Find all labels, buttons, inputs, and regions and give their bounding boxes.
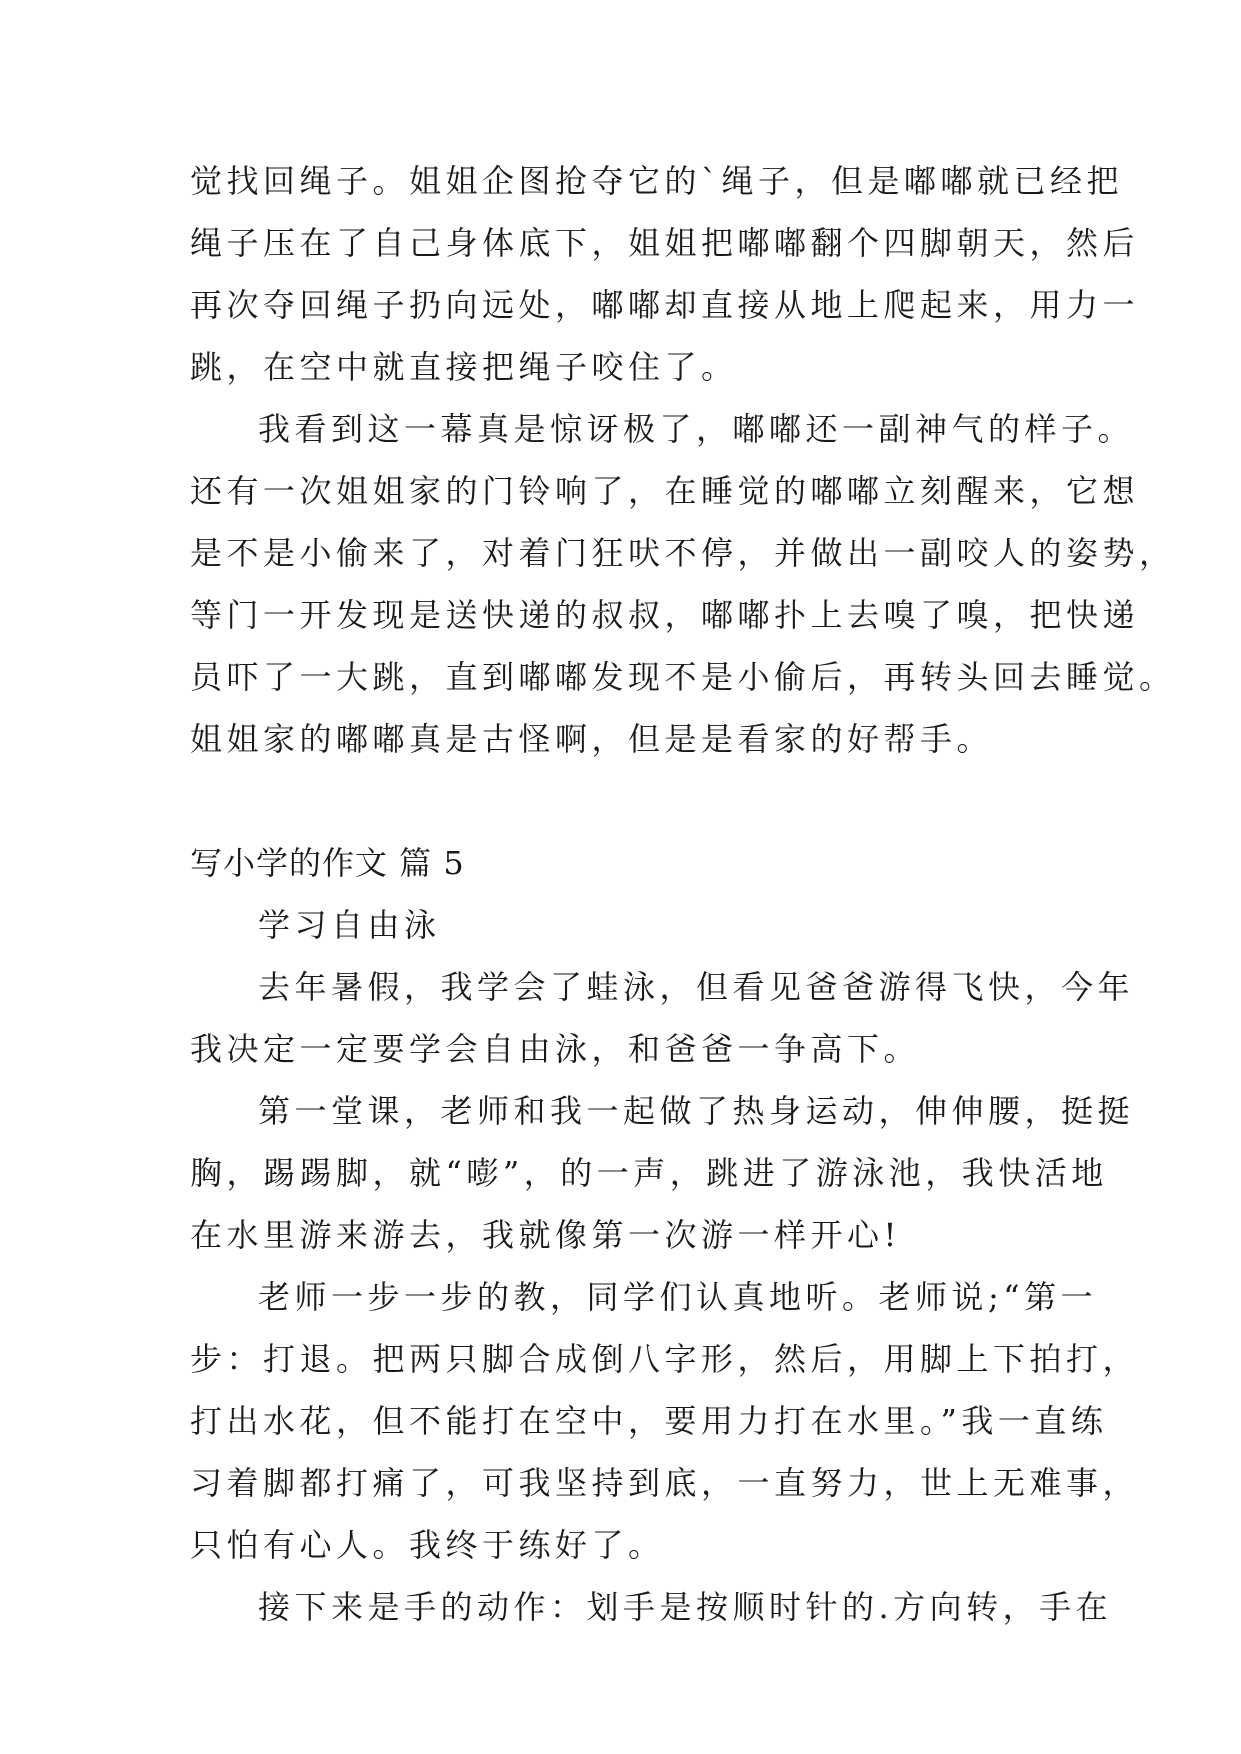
essay-heading: 写小学的作文 篇 5: [190, 844, 465, 882]
text-line: 老师一步一步的教，同学们认真地听。老师说;“第一: [258, 1278, 1098, 1316]
text-line: 我决定一定要学会自由泳，和爸爸一争高下。: [190, 1030, 921, 1068]
text-line: 绳子压在了自己身体底下，姐姐把嘟嘟翻个四脚朝天，然后: [190, 224, 1140, 262]
essay-title: 学习自由泳: [258, 906, 441, 944]
text-line: 跳，在空中就直接把绳子咬住了。: [190, 348, 738, 386]
paragraph-dog-rope: [190, 150, 1140, 398]
text-line: 接下来是手的动作：划手是按顺时针的.方向转，手在: [258, 1588, 1113, 1626]
paragraph-arms: [190, 1576, 1113, 1638]
text-line: 等门一开发现是送快递的叔叔，嘟嘟扑上去嗅了嗅，把快递: [190, 596, 1140, 634]
text-line: 第一堂课，老师和我一起做了热身运动，伸伸腰，挺挺: [258, 1092, 1135, 1130]
text-line: 步：打退。把两只脚合成倒八字形，然后，用脚上下拍打，: [190, 1340, 1140, 1378]
text-line: 打出水花，但不能打在空中，要用力打在水里。”我一直练: [190, 1402, 1108, 1440]
text-line: 我看到这一幕真是惊讶极了，嘟嘟还一副神气的样子。: [258, 410, 1135, 448]
text-line: 是不是小偷来了，对着门狂吠不停，并做出一副咬人的姿势，: [190, 534, 1176, 572]
paragraph-summer: [190, 956, 1135, 1080]
document-page: [190, 150, 1176, 1638]
text-line: 习着脚都打痛了，可我坚持到底，一直努力，世上无难事，: [190, 1464, 1140, 1502]
paragraph-first-class: [190, 1080, 1135, 1266]
text-line: 去年暑假，我学会了蛙泳，但看见爸爸游得飞快，今年: [258, 968, 1135, 1006]
text-line: 姐姐家的嘟嘟真是古怪啊，但是是看家的好帮手。: [190, 720, 994, 758]
paragraph-dog-doorbell: [190, 398, 1176, 770]
paragraph-kicking: [190, 1266, 1140, 1576]
text-line: 胸，踢踢脚，就“嘭”，的一声，跳进了游泳池，我快活地: [190, 1154, 1108, 1192]
text-line: 还有一次姐姐家的门铃响了，在睡觉的嘟嘟立刻醒来，它想: [190, 472, 1140, 510]
text-line: 在水里游来游去，我就像第一次游一样开心!: [190, 1216, 901, 1254]
text-line: 再次夺回绳子扔向远处，嘟嘟却直接从地上爬起来，用力一: [190, 286, 1140, 324]
text-line: 只怕有心人。我终于练好了。: [190, 1526, 665, 1564]
text-line: 员吓了一大跳，直到嘟嘟发现不是小偷后，再转头回去睡觉。: [190, 658, 1176, 696]
text-line: 觉找回绳子。姐姐企图抢夺它的`绳子，但是嘟嘟就已经把: [190, 162, 1124, 200]
